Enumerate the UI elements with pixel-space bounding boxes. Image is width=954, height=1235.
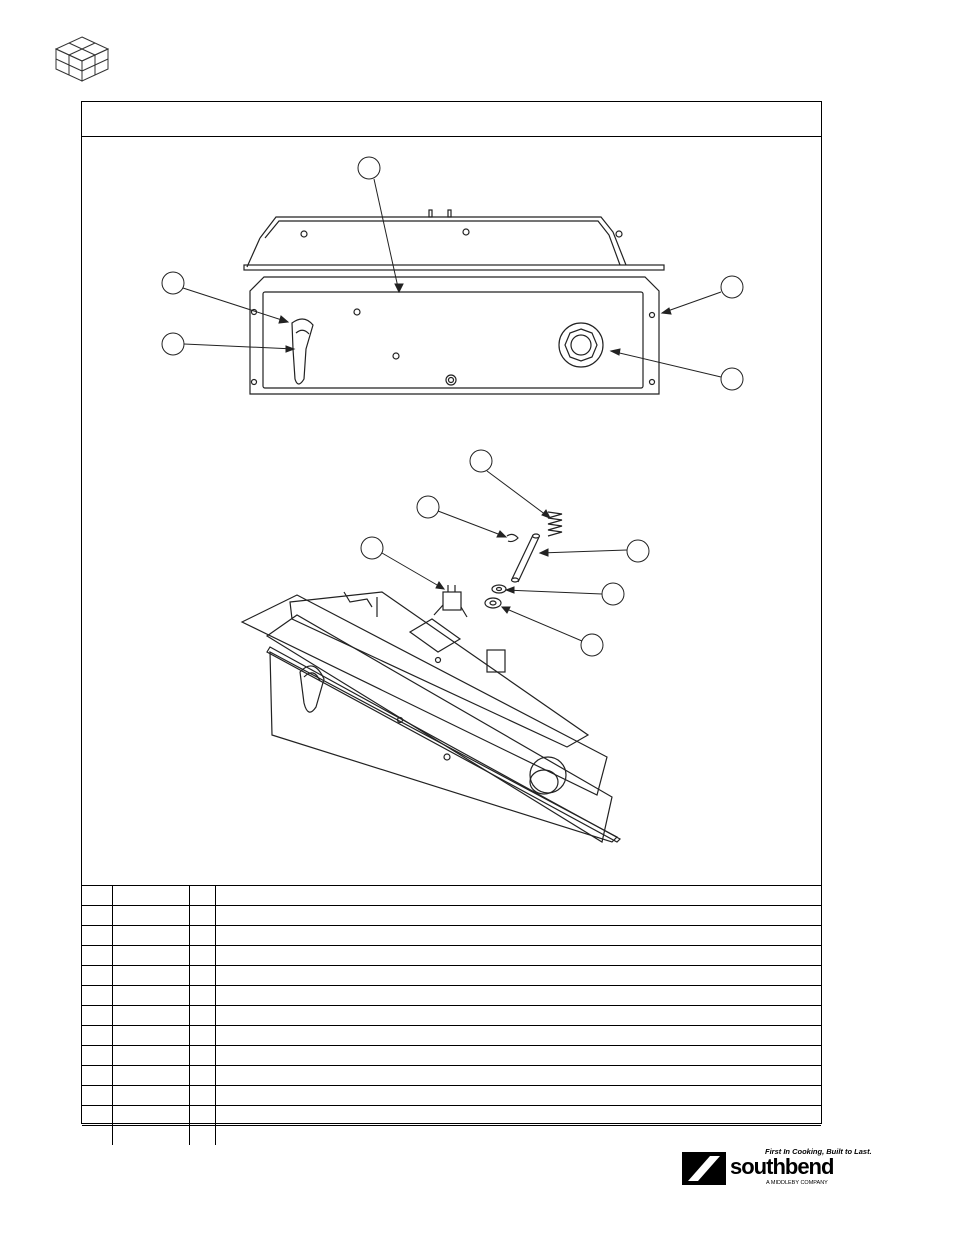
table-cell — [82, 946, 112, 966]
table-cell — [112, 926, 189, 946]
table-cell — [82, 906, 112, 926]
brand-name: southbend — [730, 1154, 834, 1179]
table-cell — [189, 1026, 215, 1046]
table-cell — [215, 966, 821, 986]
table-cell — [215, 1006, 821, 1026]
table-row — [82, 1086, 821, 1106]
table-cell — [189, 1086, 215, 1106]
table-cell — [112, 1026, 189, 1046]
table-cell — [112, 946, 189, 966]
table-cell — [215, 1026, 821, 1046]
exploded-parts-diagram — [82, 137, 821, 885]
table-cell — [215, 1086, 821, 1106]
table-cell — [82, 1066, 112, 1086]
table-cell — [82, 1046, 112, 1066]
table-cell — [82, 1086, 112, 1106]
table-row — [82, 986, 821, 1006]
table-cell — [112, 1126, 189, 1146]
table-row — [82, 926, 821, 946]
brand-subtitle: A MIDDLEBY COMPANY — [766, 1180, 828, 1186]
table-row — [82, 1066, 821, 1086]
table-cell — [189, 1006, 215, 1026]
table-cell — [112, 1066, 189, 1086]
table-row — [82, 1026, 821, 1046]
page-title — [82, 102, 821, 137]
table-cell — [82, 1026, 112, 1046]
table-cell — [112, 966, 189, 986]
control-panel-front-view — [244, 210, 664, 394]
table-cell — [112, 986, 189, 1006]
table-cell — [82, 1006, 112, 1026]
table-header-row — [82, 886, 821, 906]
table-cell — [112, 886, 189, 906]
table-cell — [112, 1106, 189, 1126]
table-cell — [189, 1126, 215, 1146]
table-cell — [189, 1106, 215, 1126]
table-row — [82, 1126, 821, 1146]
table-cell — [82, 926, 112, 946]
table-row — [82, 1106, 821, 1126]
control-panel-isometric-view — [242, 512, 620, 842]
table-cell — [82, 1126, 112, 1146]
table-cell — [215, 1126, 821, 1146]
table-row — [82, 1046, 821, 1066]
table-cell — [215, 906, 821, 926]
table-cell — [189, 946, 215, 966]
table-cell — [189, 966, 215, 986]
table-cell — [112, 1046, 189, 1066]
parts-list-table — [82, 885, 821, 1145]
table-cell — [82, 986, 112, 1006]
brand-tagline: First In Cooking, Built to Last. — [765, 1147, 872, 1156]
table-cell — [189, 1046, 215, 1066]
table-cell — [215, 1106, 821, 1126]
table-row — [82, 906, 821, 926]
table-cell — [215, 986, 821, 1006]
table-cell — [189, 986, 215, 1006]
table-row — [82, 946, 821, 966]
isometric-box-icon — [50, 35, 114, 83]
table-cell — [112, 1006, 189, 1026]
table-cell — [112, 906, 189, 926]
table-cell — [82, 966, 112, 986]
table-cell — [189, 926, 215, 946]
table-cell — [215, 1066, 821, 1086]
callout-leaders — [162, 157, 743, 656]
table-cell — [215, 1046, 821, 1066]
table-cell — [112, 1086, 189, 1106]
table-cell — [82, 1106, 112, 1126]
table-cell — [215, 946, 821, 966]
table-cell — [189, 1066, 215, 1086]
table-cell — [189, 886, 215, 906]
table-row — [82, 966, 821, 986]
table-cell — [189, 906, 215, 926]
parts-sheet-frame — [81, 101, 822, 1124]
table-cell — [215, 886, 821, 906]
table-cell — [215, 926, 821, 946]
table-row — [82, 1006, 821, 1026]
table-cell — [82, 886, 112, 906]
